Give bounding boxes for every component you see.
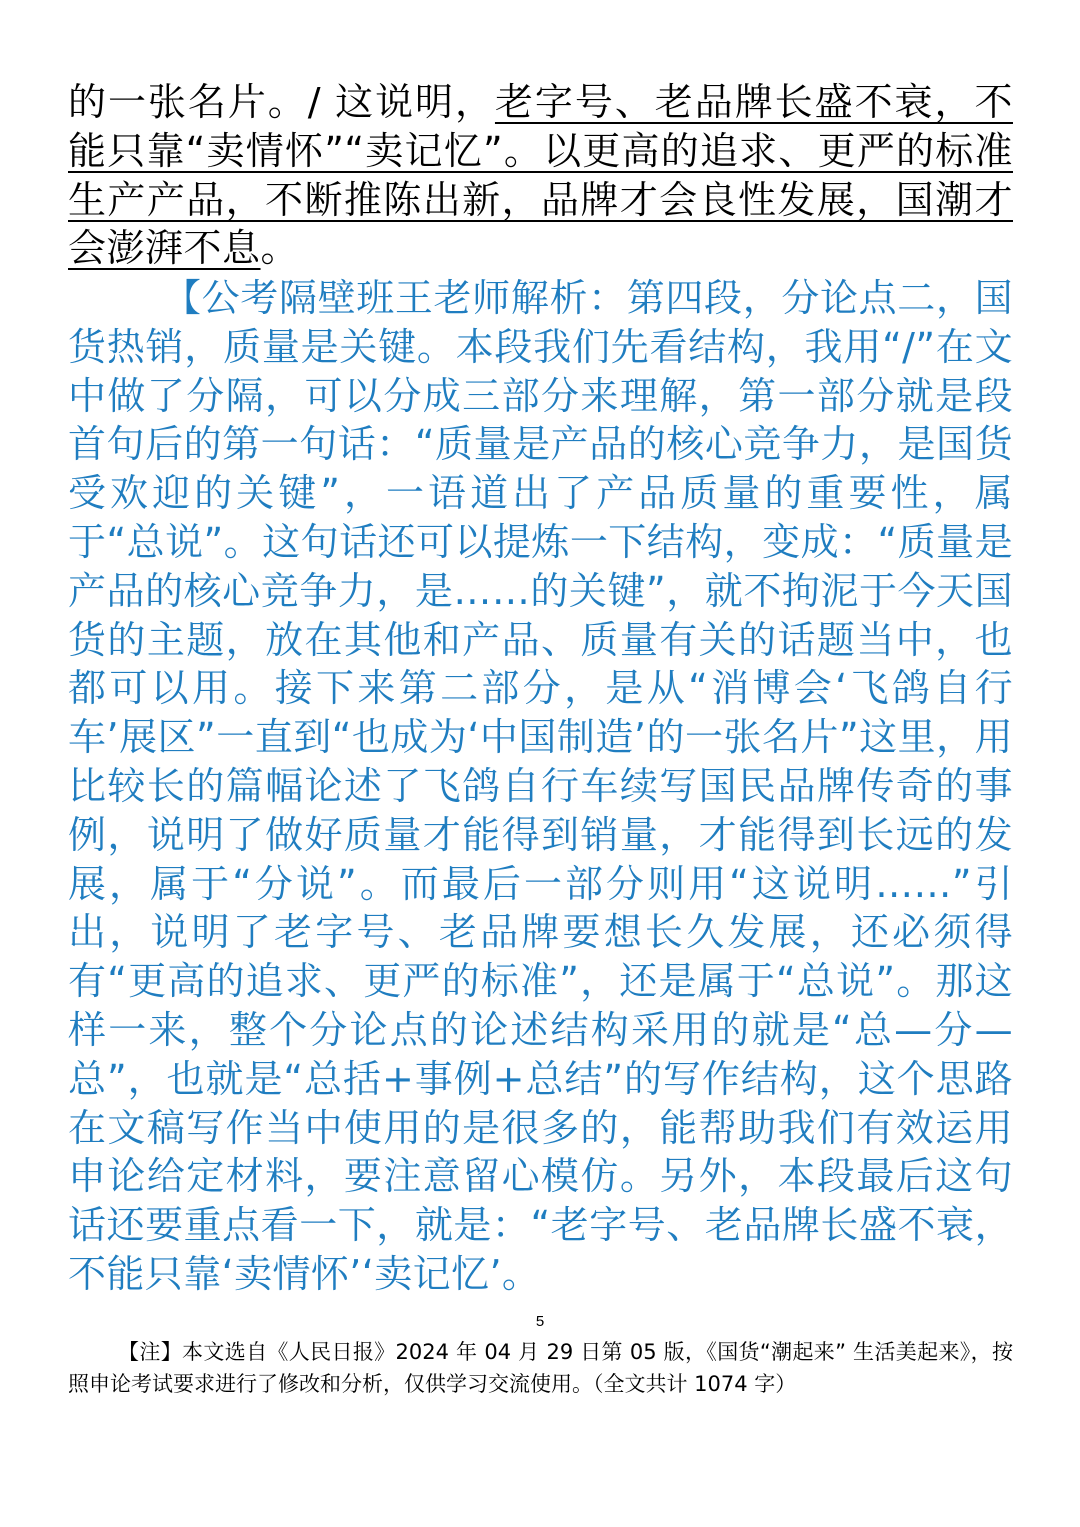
body-text-suffix: 。 [260, 226, 300, 271]
underlined-conclusion: 老字号、老品牌长盛不衰，不能只靠“卖情怀”“卖记忆”。以更高的追求、更严的标准生产产品，不断推陈出新，品牌才会良性发展，国潮才会澎湃不息 [68, 80, 1013, 271]
body-paragraph [68, 78, 1013, 273]
body-text-prefix: 的一张名片。/ 这说明， [68, 80, 495, 124]
teacher-analysis-paragraph: 【公考隔壁班王老师解析：第四段，分论点二，国货热销，质量是关键。本段我们先看结构，我用“/”在文中做了分隔，可以分成三部分来理解，第一部分就是段首句后的第一句话：“质量是产品的核心竞争力，是国货受欢迎的关键”，一语道出了产品质量的重要性，属于“总说”。这句话还可以提炼一下结构，变成：“质量是产品的核心竞争力，是……的关键”，就不拘泥于今天国货的主题，放在其他和产品、质量有关的话题当中，也都可以用。接下来第二部分，是从“消博会‘飞鸽自行车’展区”一直到“也成为‘中国制造’的一张名片”这里，用比较长的篇幅论述了飞鸽自行车续写国民品牌传奇的事例，说明了做好质量才能得到销量，才能得到长远的发展，属于“分说”。而最后一部分则用“这说明……”引出，说明了老字号、老品牌要想长久发展，还必须得有“更高的追求、更严的标准”，还是属于“总说”。那这样一来，整个分论点的论述结构采用的就是“总—分—总”，也就是“总括+事例+总结”的写作结构，这个思路在文稿写作当中使用的是很多的，能帮助我们有效运用申论给定材料，要注意留心模仿。另外，本段最后这句话还要重点看一下，就是：“老字号、老品牌长盛不衰，不能只靠‘卖情怀’‘卖记忆’。 [68, 276, 1013, 1296]
source-note: 【注】本文选自《人民日报》2024 年 04 月 29 日第 05 版，《国货“潮起来” 生活美起来》，按照申论考试要求进行了修改和分析，仅供学习交流使用。（全文共计 1074 字） [68, 1340, 1013, 1396]
page-number: 5 [535, 1313, 545, 1330]
